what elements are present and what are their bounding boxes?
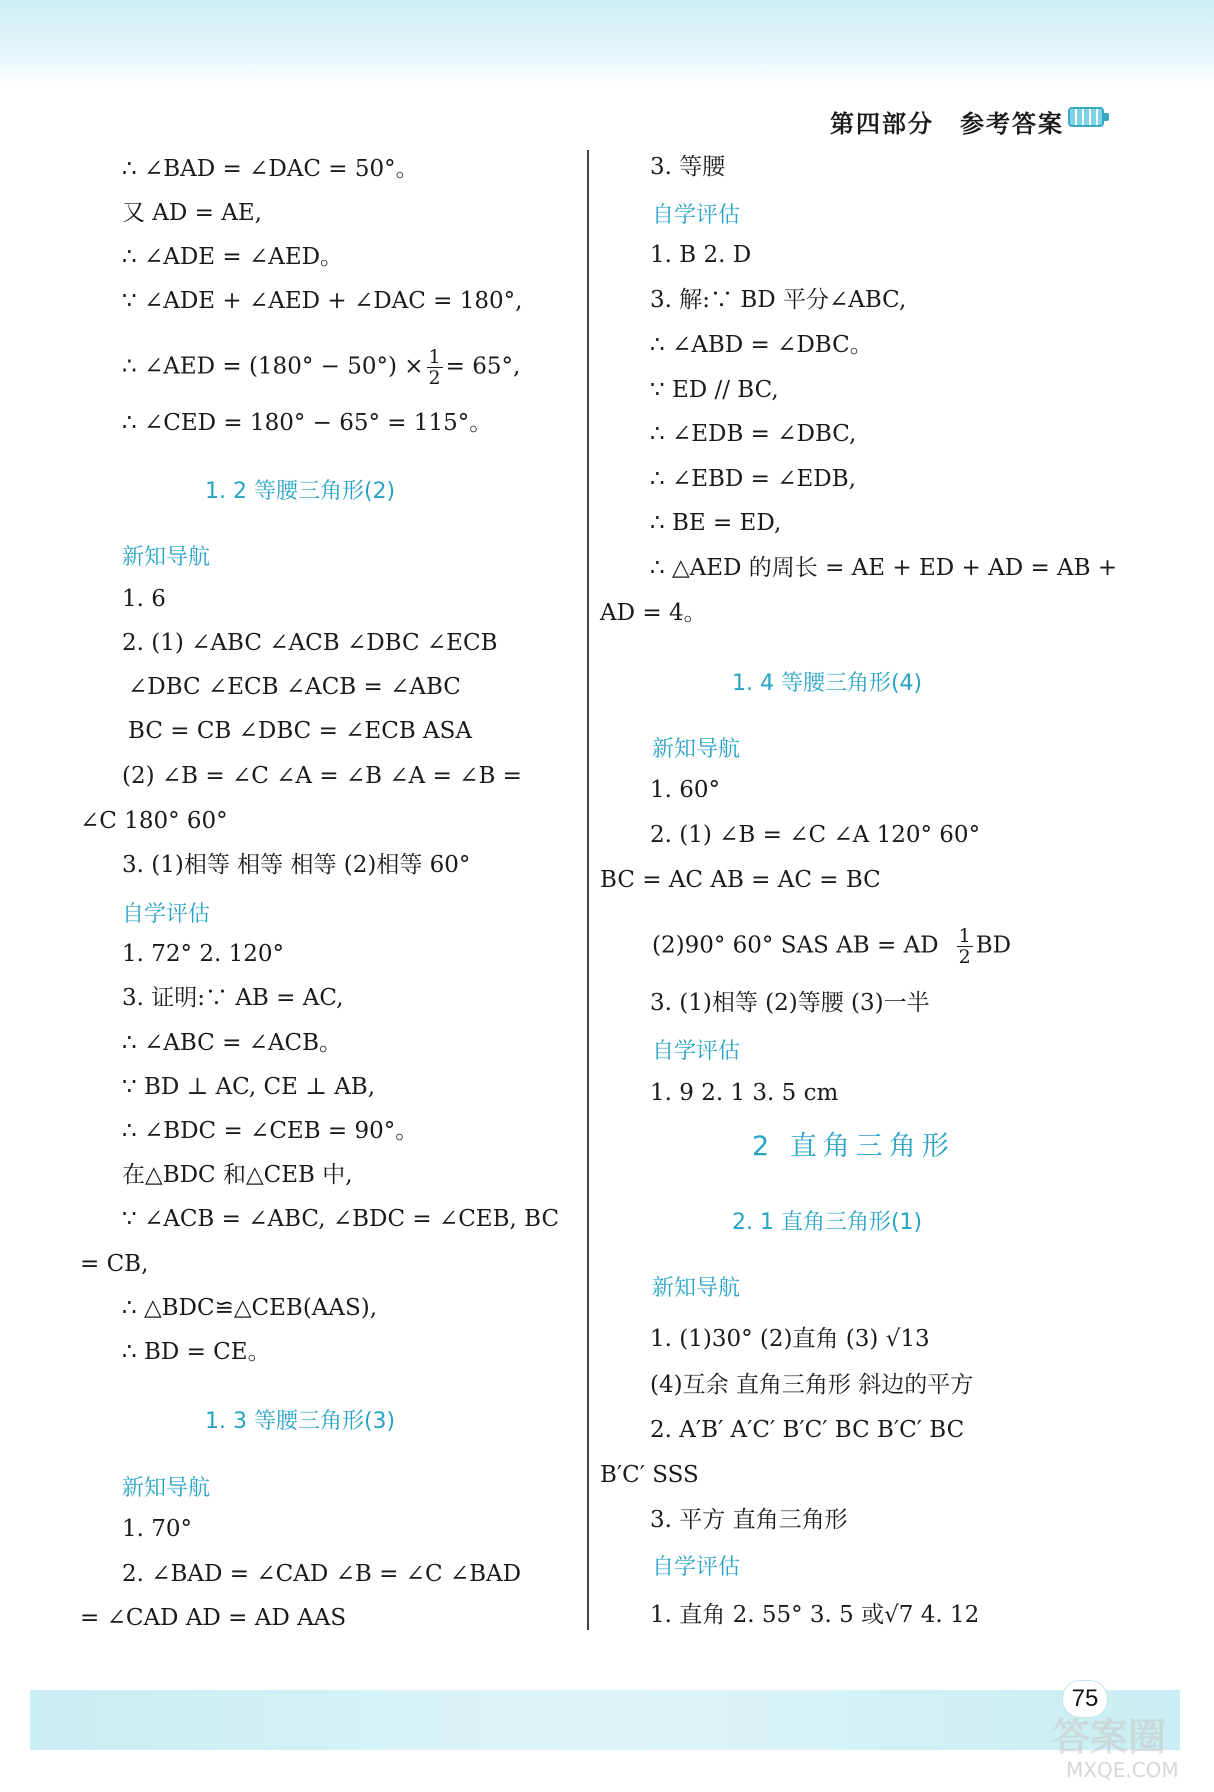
fraction: [427, 347, 443, 388]
text-line: 1. 60°: [650, 777, 721, 803]
top-decor-band: [0, 0, 1214, 86]
section-title: 1. 3 等腰三角形(3): [205, 1409, 396, 1434]
fraction-numerator: 1: [958, 925, 971, 947]
text-line: BC = AC AB = AC = BC: [600, 867, 881, 893]
text-line: ∴ ∠BDC = ∠CEB = 90°。: [122, 1118, 419, 1144]
text-line: 在△BDC 和△CEB 中,: [122, 1162, 353, 1188]
text-line: AD = 4。: [600, 600, 707, 626]
text-line: (4)互余 直角三角形 斜边的平方: [650, 1372, 974, 1398]
text-line: 2. (1) ∠ABC ∠ACB ∠DBC ∠ECB: [122, 630, 498, 656]
text-line: ∵ ∠ADE + ∠AED + ∠DAC = 180°,: [122, 288, 523, 314]
text-line-fraction: [652, 926, 1011, 967]
text-line: 1. (1)30° (2)直角 (3) √13: [650, 1326, 930, 1352]
text-line: ∴ BD = CE。: [122, 1339, 271, 1365]
text-line: = ∠CAD AD = AD AAS: [80, 1605, 347, 1631]
fraction: [957, 926, 973, 967]
text-line: 3. 解:∵ BD 平分∠ABC,: [650, 287, 907, 313]
text-line: ∴ ∠EDB = ∠DBC,: [650, 421, 857, 447]
text-line: B′C′ SSS: [600, 1462, 699, 1488]
text-line: 2. (1) ∠B = ∠C ∠A 120° 60°: [650, 822, 981, 848]
subsection-title: 自学评估: [652, 1555, 741, 1580]
subsection-title: 自学评估: [122, 902, 211, 927]
text-line: BC = CB ∠DBC = ∠ECB ASA: [128, 718, 473, 744]
fraction-numerator: 1: [428, 346, 441, 368]
section-title: 1. 4 等腰三角形(4): [732, 671, 923, 696]
header-part: 第四部分: [830, 109, 934, 138]
text-line: 2. A′B′ A′C′ B′C′ BC B′C′ BC: [650, 1417, 965, 1443]
text-line: 1. B 2. D: [650, 242, 752, 268]
subsection-title: 自学评估: [652, 203, 741, 228]
subsection-title: 新知导航: [652, 737, 741, 762]
text-line: ∴ ∠ABD = ∠DBC。: [650, 332, 873, 358]
fraction-suffix: BD: [975, 932, 1012, 959]
text-line: 3. (1)相等 (2)等腰 (3)一半: [650, 990, 930, 1016]
text-line: 1. 6: [122, 586, 166, 612]
subsection-title: 新知导航: [122, 545, 211, 570]
page-number: 75: [1062, 1680, 1108, 1718]
text-line: 3. 平方 直角三角形: [650, 1507, 848, 1533]
text-line: ∴ ∠EBD = ∠EDB,: [650, 466, 856, 492]
text-line: ∴ △BDC≌△CEB(AAS),: [122, 1295, 378, 1321]
text-line: 3. 等腰: [650, 154, 726, 180]
fraction-denominator: 2: [958, 946, 971, 968]
text-line: 1. 直角 2. 55° 3. 5 或√7 4. 12: [650, 1602, 980, 1628]
text-line: (2) ∠B = ∠C ∠A = ∠B ∠A = ∠B =: [122, 763, 522, 789]
fraction-prefix: ∴ ∠AED = (180° − 50°) ×: [122, 353, 424, 380]
battery-icon: [1068, 107, 1104, 127]
subsection-title: 新知导航: [122, 1476, 211, 1501]
text-line: 1. 70°: [122, 1516, 193, 1542]
text-line: ∵ ED // BC,: [650, 377, 779, 403]
text-line: ∠DBC ∠ECB ∠ACB = ∠ABC: [128, 674, 461, 700]
chapter-title: 2 直角三角形: [752, 1131, 955, 1162]
text-line: ∴ BE = ED,: [650, 510, 782, 536]
text-line: 又 AD = AE,: [122, 200, 262, 226]
text-line: ∴ ∠ABC = ∠ACB。: [122, 1030, 343, 1056]
text-line: ∠C 180° 60°: [80, 808, 228, 834]
subsection-title: 新知导航: [652, 1276, 741, 1301]
text-line: = CB,: [80, 1251, 149, 1277]
section-title: 1. 2 等腰三角形(2): [205, 479, 396, 504]
watermark-site: MXQE.COM: [1066, 1758, 1179, 1782]
text-line: ∴ ∠CED = 180° − 65° = 115°。: [122, 410, 493, 436]
text-line: 1. 72° 2. 120°: [122, 941, 284, 967]
text-line-fraction: [122, 347, 520, 388]
text-line: 3. 证明:∵ AB = AC,: [122, 985, 344, 1011]
page-header: [830, 104, 1064, 139]
bottom-decor-band: [30, 1690, 1180, 1750]
text-line: 3. (1)相等 相等 相等 (2)相等 60°: [122, 852, 471, 878]
column-divider: [587, 150, 589, 1630]
text-line: ∵ BD ⊥ AC, CE ⊥ AB,: [122, 1074, 376, 1100]
text-line: 1. 9 2. 1 3. 5 cm: [650, 1080, 839, 1106]
text-line: ∴ ∠ADE = ∠AED。: [122, 244, 344, 270]
fraction-denominator: 2: [428, 367, 441, 389]
subsection-title: 自学评估: [652, 1039, 741, 1064]
section-title: 2. 1 直角三角形(1): [732, 1210, 923, 1235]
watermark-logo: 答案圈: [1052, 1715, 1167, 1759]
header-title: 参考答案: [960, 109, 1064, 138]
fraction-prefix: (2)90° 60° SAS AB = AD: [652, 932, 939, 959]
text-line: ∴ ∠BAD = ∠DAC = 50°。: [122, 156, 419, 182]
text-line: 2. ∠BAD = ∠CAD ∠B = ∠C ∠BAD: [122, 1561, 522, 1587]
text-line: ∵ ∠ACB = ∠ABC, ∠BDC = ∠CEB, BC: [122, 1206, 560, 1232]
text-line: ∴ △AED 的周长 = AE + ED + AD = AB +: [650, 555, 1118, 581]
fraction-suffix: = 65°,: [445, 353, 521, 380]
